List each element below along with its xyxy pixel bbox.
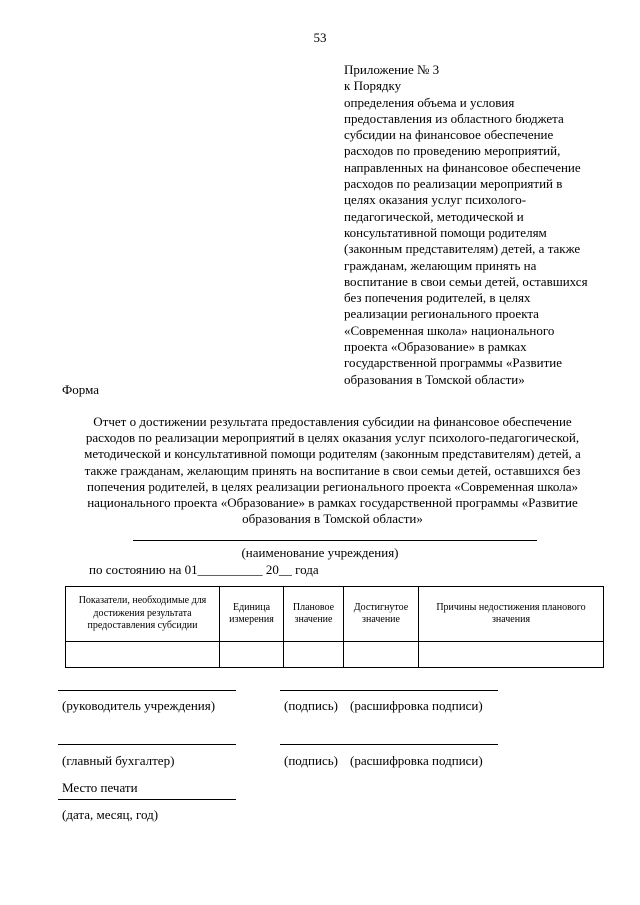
table-cell[interactable]: [66, 642, 220, 668]
head-signature-label: (подпись): [284, 698, 338, 713]
appendix-line: государственной программы «Развитие: [344, 355, 563, 371]
accountant-decode-label: (расшифровка подписи): [350, 753, 483, 768]
as-of-date-line: по состоянию на 01__________ 20__ года: [89, 562, 319, 577]
accountant-signature-decode-line: [280, 744, 498, 745]
report-title-line: Отчет о достижении результата предоставления субсидии на финансовое обеспечение: [93, 414, 572, 429]
appendix-line: без попечения родителей, в целях: [344, 290, 531, 306]
table-cell[interactable]: [284, 642, 344, 668]
appendix-line: (законным представителям) детей, а также: [344, 241, 581, 257]
report-table: [65, 586, 604, 668]
appendix-line: «Современная школа» национального: [344, 322, 555, 338]
appendix-line: консультативной помощи родителям: [344, 224, 547, 240]
table-row: [66, 642, 604, 668]
appendix-line: гражданам, желающим принять на: [344, 257, 537, 273]
appendix-line: субсидии на финансовое обеспечение: [344, 127, 554, 143]
appendix-line: целях оказания услуг психолого-: [344, 192, 527, 208]
accountant-signature-line: [58, 744, 236, 745]
table-header-achieved: Достигнутое значение: [344, 587, 419, 642]
report-title-line: национального проекта «Образование» в рамках государственной программы «Развитие: [87, 495, 578, 511]
institution-name-line: [133, 540, 537, 541]
table-cell[interactable]: [344, 642, 419, 668]
table-cell[interactable]: [220, 642, 284, 668]
accountant-label: (главный бухгалтер): [62, 753, 175, 768]
table-header-planned: Плановое значение: [284, 587, 344, 642]
appendix-line: расходов по реализации мероприятий в: [344, 176, 563, 192]
table-header-row: [66, 587, 604, 642]
appendix-line: предоставления из областного бюджета: [344, 110, 564, 126]
appendix-header: [344, 62, 634, 388]
appendix-line: воспитание в свои семьи детей, оставшихся: [344, 273, 588, 289]
page-number: 53: [313, 30, 327, 45]
appendix-line: педагогической, методической и: [344, 208, 524, 224]
appendix-line: к Порядку: [344, 78, 402, 94]
report-title-line: расходов по реализации мероприятий в целях оказания услуг психолого-педагогической,: [85, 430, 580, 446]
appendix-line: расходов по проведению мероприятий,: [344, 143, 561, 159]
date-label: (дата, месяц, год): [62, 807, 159, 822]
appendix-line: направленных на финансовое обеспечение: [344, 159, 581, 175]
appendix-line: образования в Томской области»: [344, 371, 525, 387]
appendix-line: реализации регионального проекта: [344, 306, 539, 322]
seal-place-label: Место печати: [62, 780, 138, 795]
report-title-line: методической и консультативной помощи родителям (законным представителям) детей, а: [84, 446, 581, 462]
head-label: (руководитель учреждения): [62, 698, 216, 713]
accountant-signature-label: (подпись): [284, 753, 338, 768]
head-signature-line: [58, 690, 236, 691]
report-title: [55, 414, 610, 527]
report-title-line: также гражданам, желающим принять на воспитание в свои семьи детей, оставшихся без: [84, 462, 581, 478]
table-header-reasons: Причины недостижения планового значения: [419, 587, 604, 642]
table-cell[interactable]: [419, 642, 604, 668]
institution-caption: (наименование учреждения): [241, 545, 399, 560]
report-title-line: образования в Томской области»: [242, 511, 423, 527]
head-decode-label: (расшифровка подписи): [350, 698, 483, 713]
appendix-line: проекта «Образование» в рамках: [344, 339, 527, 355]
date-line: [58, 799, 236, 800]
form-label: Форма: [62, 382, 99, 397]
head-signature-decode-line: [280, 690, 498, 691]
report-title-line: попечения родителей, в целях реализации регионального проекта «Современная школа»: [87, 478, 578, 494]
appendix-line: Приложение № 3: [344, 62, 440, 77]
table-header-unit: Единица измерения: [220, 587, 284, 642]
table-header-indicators: Показатели, необходимые для достижения результата предоставления субсидии: [66, 587, 220, 642]
appendix-line: определения объема и условия: [344, 94, 515, 110]
